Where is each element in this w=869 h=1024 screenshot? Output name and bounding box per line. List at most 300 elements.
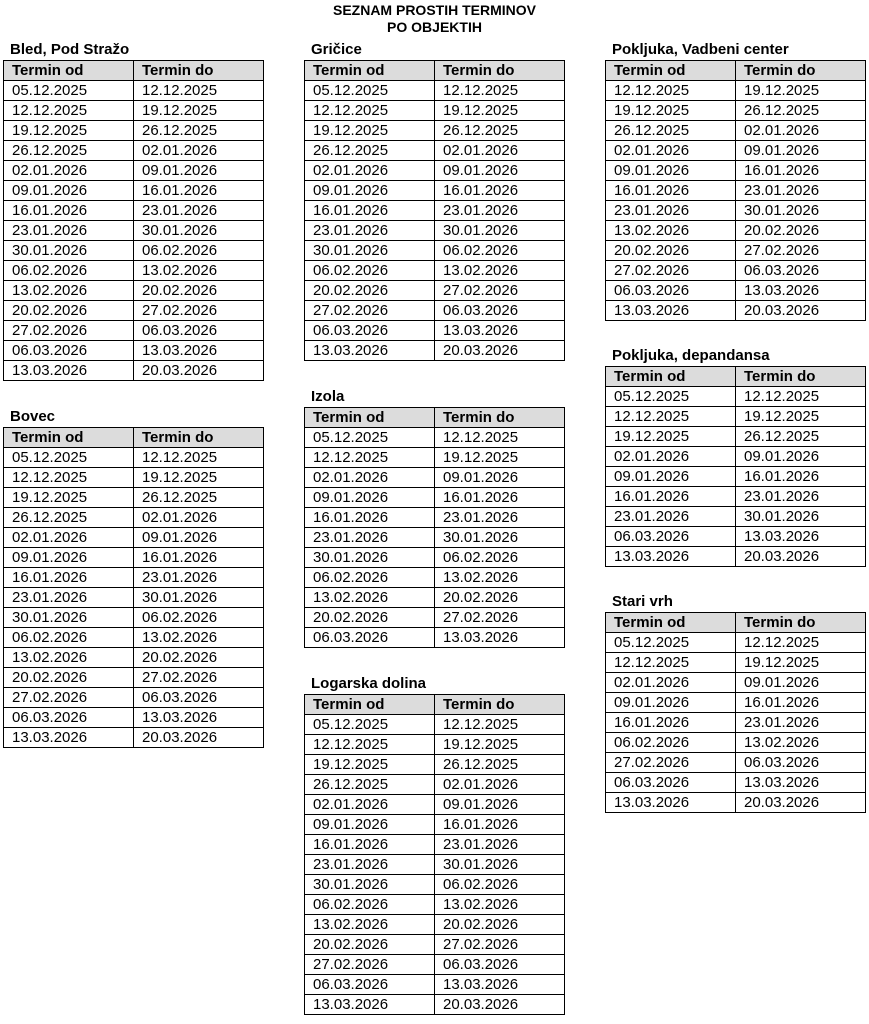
termin-od-cell: 06.03.2026 <box>4 341 134 361</box>
termin-do-cell: 06.03.2026 <box>736 261 866 281</box>
termin-do-cell: 16.01.2026 <box>435 815 565 835</box>
termin-do-cell: 20.02.2026 <box>736 221 866 241</box>
table-row <box>305 81 565 101</box>
table-row <box>606 547 866 567</box>
termin-do-cell: 23.01.2026 <box>736 181 866 201</box>
termin-od-cell: 09.01.2026 <box>305 181 435 201</box>
availability-table <box>605 612 866 813</box>
object-title: Pokljuka, depandansa <box>612 347 770 364</box>
termin-do-cell: 27.02.2026 <box>435 935 565 955</box>
table-row <box>606 101 866 121</box>
table-row <box>305 715 565 735</box>
termin-od-cell: 06.02.2026 <box>4 628 134 648</box>
termin-od-cell: 27.02.2026 <box>606 753 736 773</box>
termin-od-cell: 23.01.2026 <box>305 855 435 875</box>
termin-od-cell: 09.01.2026 <box>606 467 736 487</box>
termin-od-cell: 06.03.2026 <box>305 321 435 341</box>
termin-do-cell: 23.01.2026 <box>435 508 565 528</box>
termin-do-cell: 30.01.2026 <box>736 201 866 221</box>
table-row <box>606 241 866 261</box>
termin-od-cell: 20.02.2026 <box>305 935 435 955</box>
termin-od-cell: 12.12.2025 <box>305 735 435 755</box>
termin-od-cell: 09.01.2026 <box>4 548 134 568</box>
termin-od-cell: 26.12.2025 <box>4 508 134 528</box>
termin-od-cell: 20.02.2026 <box>606 241 736 261</box>
table-row <box>305 608 565 628</box>
table-row <box>606 633 866 653</box>
termin-od-cell: 20.02.2026 <box>305 608 435 628</box>
termin-od-cell: 02.01.2026 <box>305 795 435 815</box>
termin-od-cell: 02.01.2026 <box>606 141 736 161</box>
termin-do-cell: 20.03.2026 <box>435 995 565 1015</box>
termin-od-cell: 23.01.2026 <box>4 588 134 608</box>
termin-od-cell: 09.01.2026 <box>606 161 736 181</box>
table-row <box>4 221 264 241</box>
termin-od-cell: 16.01.2026 <box>305 508 435 528</box>
object-title: Logarska dolina <box>311 675 427 692</box>
termin-od-cell: 02.01.2026 <box>4 528 134 548</box>
termin-od-cell: 05.12.2025 <box>305 715 435 735</box>
termin-do-cell: 06.03.2026 <box>134 688 264 708</box>
termin-od-cell: 06.03.2026 <box>4 708 134 728</box>
termin-do-cell: 19.12.2025 <box>736 653 866 673</box>
termin-od-cell: 16.01.2026 <box>606 713 736 733</box>
table-row <box>606 281 866 301</box>
table-row <box>4 161 264 181</box>
table-row <box>606 733 866 753</box>
termin-od-cell: 12.12.2025 <box>4 468 134 488</box>
termin-od-cell: 23.01.2026 <box>4 221 134 241</box>
table-row <box>305 568 565 588</box>
table-row <box>305 428 565 448</box>
table-row <box>305 548 565 568</box>
termin-od-cell: 13.03.2026 <box>305 341 435 361</box>
termin-od-cell: 16.01.2026 <box>305 835 435 855</box>
termin-do-cell: 13.02.2026 <box>736 733 866 753</box>
table-row <box>4 608 264 628</box>
termin-do-cell: 30.01.2026 <box>435 528 565 548</box>
termin-od-cell: 16.01.2026 <box>4 201 134 221</box>
termin-do-cell: 20.03.2026 <box>736 301 866 321</box>
termin-do-cell: 09.01.2026 <box>435 468 565 488</box>
termin-do-cell: 26.12.2025 <box>435 755 565 775</box>
termin-od-cell: 16.01.2026 <box>606 181 736 201</box>
termin-od-cell: 05.12.2025 <box>305 428 435 448</box>
termin-do-cell: 19.12.2025 <box>435 735 565 755</box>
termin-do-cell: 06.03.2026 <box>736 753 866 773</box>
table-row <box>4 668 264 688</box>
table-header-row <box>305 61 565 81</box>
termin-do-cell: 09.01.2026 <box>435 795 565 815</box>
termin-od-cell: 06.03.2026 <box>606 281 736 301</box>
header-termin-od: Termin od <box>606 613 736 633</box>
termin-do-cell: 13.02.2026 <box>435 568 565 588</box>
termin-od-cell: 30.01.2026 <box>305 241 435 261</box>
table-row <box>606 181 866 201</box>
termin-do-cell: 30.01.2026 <box>435 855 565 875</box>
termin-od-cell: 09.01.2026 <box>4 181 134 201</box>
termin-od-cell: 30.01.2026 <box>305 548 435 568</box>
termin-do-cell: 06.02.2026 <box>134 608 264 628</box>
table-row <box>305 588 565 608</box>
termin-od-cell: 27.02.2026 <box>606 261 736 281</box>
table-row <box>4 181 264 201</box>
table-row <box>606 713 866 733</box>
termin-do-cell: 23.01.2026 <box>736 487 866 507</box>
termin-do-cell: 27.02.2026 <box>134 301 264 321</box>
object-izola <box>304 387 565 648</box>
termin-do-cell: 26.12.2025 <box>134 488 264 508</box>
termin-do-cell: 06.03.2026 <box>435 955 565 975</box>
availability-table <box>304 694 565 1015</box>
availability-table <box>605 366 866 567</box>
termin-do-cell: 20.02.2026 <box>134 281 264 301</box>
availability-table <box>304 60 565 361</box>
termin-do-cell: 30.01.2026 <box>134 588 264 608</box>
table-row <box>606 467 866 487</box>
termin-od-cell: 13.03.2026 <box>4 361 134 381</box>
object-logarska-dolina <box>304 674 565 1015</box>
availability-table <box>3 60 264 381</box>
table-header-row <box>606 613 866 633</box>
table-header-row <box>305 695 565 715</box>
termin-od-cell: 13.03.2026 <box>606 793 736 813</box>
termin-do-cell: 02.01.2026 <box>134 508 264 528</box>
termin-od-cell: 26.12.2025 <box>606 121 736 141</box>
table-row <box>606 753 866 773</box>
termin-od-cell: 05.12.2025 <box>305 81 435 101</box>
termin-do-cell: 13.02.2026 <box>435 895 565 915</box>
termin-do-cell: 02.01.2026 <box>134 141 264 161</box>
table-row <box>4 528 264 548</box>
termin-do-cell: 30.01.2026 <box>134 221 264 241</box>
object-stari-vrh <box>605 592 866 813</box>
table-row <box>305 261 565 281</box>
termin-od-cell: 12.12.2025 <box>606 81 736 101</box>
table-row <box>606 141 866 161</box>
availability-table <box>304 407 565 648</box>
table-row <box>305 121 565 141</box>
table-row <box>305 775 565 795</box>
termin-od-cell: 02.01.2026 <box>606 673 736 693</box>
header-termin-od: Termin od <box>4 61 134 81</box>
header-termin-do: Termin do <box>435 408 565 428</box>
table-row <box>305 221 565 241</box>
termin-do-cell: 02.01.2026 <box>435 141 565 161</box>
termin-do-cell: 12.12.2025 <box>736 633 866 653</box>
termin-od-cell: 23.01.2026 <box>606 201 736 221</box>
termin-do-cell: 20.03.2026 <box>134 728 264 748</box>
termin-do-cell: 12.12.2025 <box>134 81 264 101</box>
termin-do-cell: 20.03.2026 <box>435 341 565 361</box>
termin-do-cell: 26.12.2025 <box>134 121 264 141</box>
table-row <box>606 81 866 101</box>
table-header-row <box>606 367 866 387</box>
table-row <box>4 508 264 528</box>
termin-od-cell: 13.03.2026 <box>4 728 134 748</box>
termin-do-cell: 30.01.2026 <box>736 507 866 527</box>
termin-od-cell: 23.01.2026 <box>305 221 435 241</box>
termin-od-cell: 26.12.2025 <box>305 775 435 795</box>
termin-do-cell: 13.02.2026 <box>435 261 565 281</box>
header-termin-od: Termin od <box>305 408 435 428</box>
table-row <box>606 121 866 141</box>
table-row <box>606 447 866 467</box>
termin-od-cell: 13.03.2026 <box>606 547 736 567</box>
termin-do-cell: 23.01.2026 <box>435 201 565 221</box>
table-header-row <box>4 61 264 81</box>
termin-od-cell: 19.12.2025 <box>4 488 134 508</box>
page-title <box>0 2 869 36</box>
object-gricice <box>304 40 565 361</box>
termin-do-cell: 19.12.2025 <box>736 81 866 101</box>
table-row <box>305 528 565 548</box>
termin-do-cell: 09.01.2026 <box>736 447 866 467</box>
table-row <box>305 161 565 181</box>
termin-do-cell: 13.02.2026 <box>134 628 264 648</box>
object-title: Pokljuka, Vadbeni center <box>612 41 789 58</box>
table-row <box>305 281 565 301</box>
termin-od-cell: 12.12.2025 <box>606 653 736 673</box>
termin-od-cell: 19.12.2025 <box>606 101 736 121</box>
termin-od-cell: 05.12.2025 <box>606 387 736 407</box>
table-row <box>606 673 866 693</box>
table-row <box>4 301 264 321</box>
header-termin-od: Termin od <box>305 695 435 715</box>
availability-table <box>3 427 264 748</box>
termin-od-cell: 02.01.2026 <box>4 161 134 181</box>
table-row <box>4 361 264 381</box>
header-termin-od: Termin od <box>606 367 736 387</box>
object-title: Stari vrh <box>612 593 673 610</box>
termin-do-cell: 27.02.2026 <box>435 281 565 301</box>
table-row <box>606 387 866 407</box>
termin-do-cell: 13.03.2026 <box>134 341 264 361</box>
termin-do-cell: 20.02.2026 <box>134 648 264 668</box>
table-row <box>4 728 264 748</box>
termin-od-cell: 16.01.2026 <box>305 201 435 221</box>
termin-od-cell: 12.12.2025 <box>305 101 435 121</box>
table-row <box>606 261 866 281</box>
object-pokljuka-vadbeni-center <box>605 40 866 321</box>
termin-do-cell: 06.03.2026 <box>134 321 264 341</box>
table-row <box>305 508 565 528</box>
termin-do-cell: 13.03.2026 <box>736 527 866 547</box>
termin-do-cell: 12.12.2025 <box>134 448 264 468</box>
termin-od-cell: 13.02.2026 <box>4 648 134 668</box>
termin-od-cell: 30.01.2026 <box>305 875 435 895</box>
termin-od-cell: 09.01.2026 <box>305 488 435 508</box>
table-row <box>4 548 264 568</box>
table-row <box>4 141 264 161</box>
termin-od-cell: 30.01.2026 <box>4 241 134 261</box>
table-row <box>4 488 264 508</box>
termin-od-cell: 13.03.2026 <box>606 301 736 321</box>
termin-do-cell: 20.02.2026 <box>435 588 565 608</box>
table-row <box>305 855 565 875</box>
termin-do-cell: 09.01.2026 <box>134 528 264 548</box>
table-row <box>305 141 565 161</box>
termin-od-cell: 02.01.2026 <box>305 161 435 181</box>
page-title-line-1: SEZNAM PROSTIH TERMINOV <box>332 2 536 18</box>
termin-od-cell: 27.02.2026 <box>4 321 134 341</box>
termin-do-cell: 20.02.2026 <box>435 915 565 935</box>
termin-do-cell: 13.02.2026 <box>134 261 264 281</box>
header-termin-od: Termin od <box>4 428 134 448</box>
table-header-row <box>606 61 866 81</box>
termin-do-cell: 12.12.2025 <box>435 81 565 101</box>
table-row <box>305 341 565 361</box>
table-row <box>606 407 866 427</box>
termin-od-cell: 13.02.2026 <box>4 281 134 301</box>
table-row <box>305 935 565 955</box>
availability-table <box>605 60 866 321</box>
object-pokljuka-depandansa <box>605 346 866 567</box>
termin-do-cell: 27.02.2026 <box>134 668 264 688</box>
table-row <box>305 915 565 935</box>
termin-od-cell: 02.01.2026 <box>305 468 435 488</box>
table-row <box>305 955 565 975</box>
table-row <box>606 507 866 527</box>
termin-od-cell: 12.12.2025 <box>305 448 435 468</box>
termin-od-cell: 09.01.2026 <box>305 815 435 835</box>
table-header-row <box>305 408 565 428</box>
termin-od-cell: 06.02.2026 <box>606 733 736 753</box>
object-bled-pod-strazo <box>3 40 264 381</box>
table-row <box>606 427 866 447</box>
termin-do-cell: 16.01.2026 <box>736 467 866 487</box>
header-termin-do: Termin do <box>435 695 565 715</box>
table-row <box>4 588 264 608</box>
termin-do-cell: 09.01.2026 <box>435 161 565 181</box>
termin-do-cell: 09.01.2026 <box>736 673 866 693</box>
termin-do-cell: 02.01.2026 <box>736 121 866 141</box>
table-row <box>606 793 866 813</box>
table-row <box>305 835 565 855</box>
object-title: Bovec <box>10 408 56 425</box>
termin-od-cell: 06.03.2026 <box>606 527 736 547</box>
header-termin-do: Termin do <box>134 61 264 81</box>
termin-do-cell: 30.01.2026 <box>435 221 565 241</box>
table-row <box>4 468 264 488</box>
termin-do-cell: 16.01.2026 <box>736 693 866 713</box>
termin-od-cell: 06.03.2026 <box>606 773 736 793</box>
table-row <box>4 101 264 121</box>
table-row <box>4 241 264 261</box>
table-row <box>4 448 264 468</box>
termin-do-cell: 26.12.2025 <box>736 427 866 447</box>
termin-od-cell: 26.12.2025 <box>305 141 435 161</box>
termin-od-cell: 30.01.2026 <box>4 608 134 628</box>
termin-od-cell: 13.02.2026 <box>305 915 435 935</box>
termin-od-cell: 06.02.2026 <box>305 895 435 915</box>
table-row <box>305 468 565 488</box>
termin-od-cell: 16.01.2026 <box>4 568 134 588</box>
table-row <box>305 628 565 648</box>
termin-do-cell: 13.03.2026 <box>134 708 264 728</box>
table-row <box>305 735 565 755</box>
termin-do-cell: 23.01.2026 <box>134 201 264 221</box>
termin-do-cell: 06.02.2026 <box>435 548 565 568</box>
termin-do-cell: 12.12.2025 <box>435 428 565 448</box>
termin-do-cell: 16.01.2026 <box>435 488 565 508</box>
table-row <box>606 527 866 547</box>
termin-od-cell: 27.02.2026 <box>305 955 435 975</box>
header-termin-do: Termin do <box>736 613 866 633</box>
termin-od-cell: 20.02.2026 <box>4 668 134 688</box>
table-row <box>606 221 866 241</box>
termin-od-cell: 12.12.2025 <box>606 407 736 427</box>
termin-od-cell: 23.01.2026 <box>305 528 435 548</box>
header-termin-od: Termin od <box>606 61 736 81</box>
table-row <box>4 568 264 588</box>
header-termin-od: Termin od <box>305 61 435 81</box>
table-row <box>606 773 866 793</box>
table-row <box>305 488 565 508</box>
header-termin-do: Termin do <box>435 61 565 81</box>
table-row <box>305 448 565 468</box>
table-row <box>606 161 866 181</box>
table-row <box>4 81 264 101</box>
termin-od-cell: 23.01.2026 <box>606 507 736 527</box>
termin-do-cell: 09.01.2026 <box>134 161 264 181</box>
termin-od-cell: 06.02.2026 <box>305 261 435 281</box>
termin-do-cell: 19.12.2025 <box>435 101 565 121</box>
termin-do-cell: 12.12.2025 <box>736 387 866 407</box>
termin-do-cell: 19.12.2025 <box>736 407 866 427</box>
table-row <box>305 795 565 815</box>
termin-od-cell: 06.03.2026 <box>305 975 435 995</box>
table-row <box>305 875 565 895</box>
termin-do-cell: 27.02.2026 <box>435 608 565 628</box>
termin-od-cell: 02.01.2026 <box>606 447 736 467</box>
termin-od-cell: 19.12.2025 <box>305 121 435 141</box>
table-row <box>305 815 565 835</box>
termin-od-cell: 06.02.2026 <box>4 261 134 281</box>
object-bovec <box>3 407 264 748</box>
termin-do-cell: 13.03.2026 <box>736 281 866 301</box>
termin-do-cell: 19.12.2025 <box>134 468 264 488</box>
termin-do-cell: 19.12.2025 <box>435 448 565 468</box>
termin-od-cell: 06.03.2026 <box>305 628 435 648</box>
termin-do-cell: 02.01.2026 <box>435 775 565 795</box>
table-row <box>606 201 866 221</box>
termin-do-cell: 27.02.2026 <box>736 241 866 261</box>
table-row <box>606 487 866 507</box>
termin-od-cell: 05.12.2025 <box>4 448 134 468</box>
termin-do-cell: 06.02.2026 <box>435 241 565 261</box>
table-row <box>4 688 264 708</box>
termin-od-cell: 12.12.2025 <box>4 101 134 121</box>
table-row <box>4 261 264 281</box>
termin-od-cell: 16.01.2026 <box>606 487 736 507</box>
termin-od-cell: 27.02.2026 <box>4 688 134 708</box>
termin-od-cell: 19.12.2025 <box>606 427 736 447</box>
termin-do-cell: 23.01.2026 <box>134 568 264 588</box>
termin-od-cell: 13.03.2026 <box>305 995 435 1015</box>
termin-do-cell: 20.03.2026 <box>736 793 866 813</box>
termin-do-cell: 16.01.2026 <box>736 161 866 181</box>
header-termin-do: Termin do <box>736 61 866 81</box>
termin-od-cell: 19.12.2025 <box>4 121 134 141</box>
table-row <box>305 755 565 775</box>
termin-do-cell: 13.03.2026 <box>435 321 565 341</box>
table-row <box>606 653 866 673</box>
termin-do-cell: 20.03.2026 <box>134 361 264 381</box>
termin-od-cell: 26.12.2025 <box>4 141 134 161</box>
termin-do-cell: 06.03.2026 <box>435 301 565 321</box>
termin-od-cell: 19.12.2025 <box>305 755 435 775</box>
